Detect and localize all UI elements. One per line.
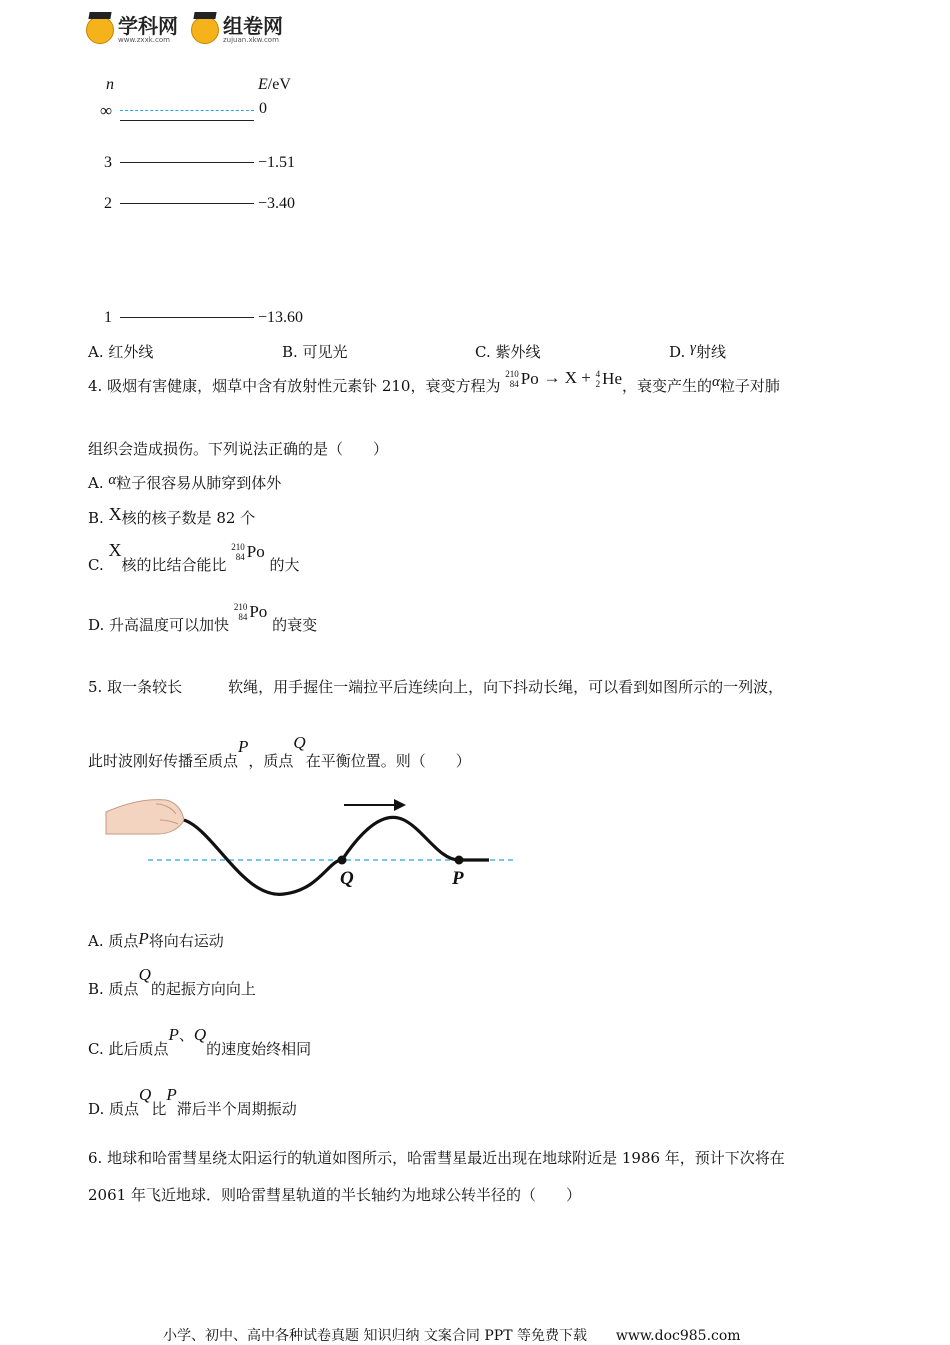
level-n-3: 3 [104,154,112,171]
q3-option-b: B. 可见光 [282,343,348,361]
n-axis-label: n [106,76,114,93]
po-nuclide: 210 84 Po [231,542,265,562]
q5-stem-line1: 5. 取一条较长 软绳，用手握住一端拉平后连续向上，向下抖动长绳，可以看到如图所示的一列波， [88,678,784,696]
level-line-inf [120,120,254,121]
q4-option-b: B. X核的核子数是 82 个 [88,504,256,527]
q5-option-d: D. 质点Q比P滞后半个周期振动 [88,1085,297,1118]
point-p-dot [455,856,464,865]
level-n-1: 1 [104,309,112,326]
q3-option-c: C. 紫外线 [475,343,541,361]
q5-option-b: B. 质点Q的起振方向向上 [88,965,256,998]
hand-icon [106,800,184,834]
level-energy-1: −13.60 [258,309,304,326]
page-footer [163,1325,741,1345]
rope-wave [184,817,489,894]
q5-stem-line2: 此时波刚好传播至质点P，质点Q在平衡位置。则（ ） [88,733,471,770]
q4-stem-line1: 4. 吸烟有害健康，烟草中含有放射性元素钋 210，衰变方程为 210 84 Po → X + 4 2 He ，衰变产生的α粒子对肺 [88,368,780,395]
logo-face-icon [86,16,114,44]
level-line-2 [120,203,254,204]
level-line-3 [120,162,254,163]
level-n-2: 2 [104,195,112,212]
q4-option-c: C. X核的比结合能比 210 84 Po 的大 [88,540,300,574]
logo-face-icon [191,16,219,44]
arrow-head-icon [394,799,406,811]
q3-option-d: D. γ射线 [669,340,726,361]
level-energy-inf: 0 [259,100,267,117]
he-nuclide: 4 2 He [595,369,622,389]
q5-option-a: A. 质点P将向右运动 [88,929,224,950]
q4-option-a: A. α粒子很容易从肺穿到体外 [88,472,282,492]
q3-option-a: A. 红外线 [88,343,154,361]
level-energy-3: −1.51 [258,154,296,171]
point-q-dot [338,856,347,865]
level-line-1 [120,317,254,318]
logo-title: 学科网 [118,14,178,38]
q4-stem-line2: 组织会造成损伤。下列说法正确的是（ ） [88,440,389,458]
level-line-ionization [120,110,254,111]
figure-label-p: P [452,868,464,889]
energy-axis-label: E/eV [258,76,291,93]
logo-xuekewang [86,16,178,44]
logo-subtitle: www.zxxk.com [118,36,170,44]
logo-title: 组卷网 [223,14,283,38]
logo-subtitle: zujuan.xkw.com [223,36,279,44]
footer-text: 小学、初中、高中各种试卷真题 知识归纳 文案合同 PPT 等免费下载 [163,1328,587,1344]
q5-option-c: C. 此后质点P、Q的速度始终相同 [88,1025,312,1058]
level-n-inf: ∞ [100,101,113,120]
q6-stem-line1: 6. 地球和哈雷彗星绕太阳运行的轨道如图所示，哈雷彗星最近出现在地球附近是 1986 年，预计下次将在 [88,1149,785,1167]
q6-stem-line2: 2061 年飞近地球．则哈雷彗星轨道的半长轴约为地球公转半径的（ ） [88,1186,581,1204]
po-nuclide: 210 84 Po [233,602,268,622]
logo-zujuanwang [191,16,283,44]
po-nuclide: 210 84 Po [505,369,539,389]
level-energy-2: −3.40 [258,195,296,212]
q4-option-d: D. 升高温度可以加快 210 84 Po 的衰变 [88,602,318,634]
figure-label-q: Q [340,868,354,889]
footer-url[interactable]: www.doc985.com [615,1328,741,1344]
